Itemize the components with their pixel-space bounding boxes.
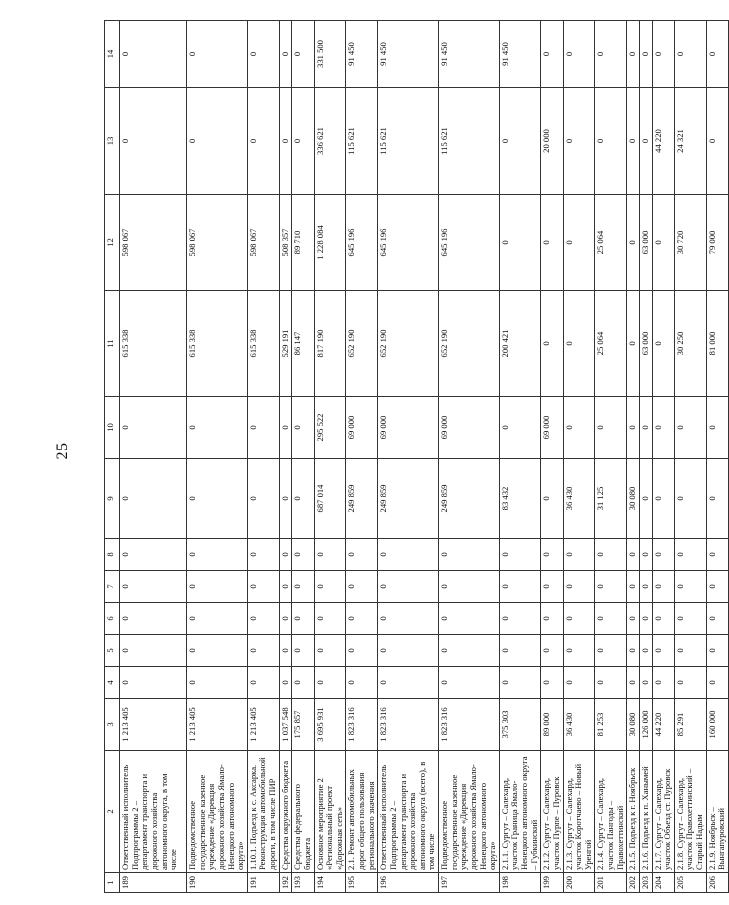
- value-cell: 0: [247, 88, 279, 195]
- item-name-cell: Средства окружного бюджета: [279, 751, 292, 873]
- row-number-cell: 199: [541, 873, 563, 893]
- value-cell: 0: [563, 88, 595, 195]
- value-cell: 0: [247, 397, 279, 459]
- column-header: 7: [105, 571, 120, 603]
- column-header: 10: [105, 397, 120, 459]
- table-row: [627, 21, 640, 893]
- table-header-row: [105, 21, 120, 893]
- value-cell: 0: [674, 21, 706, 88]
- value-cell: 1 037 548: [279, 699, 292, 751]
- table-row: [120, 21, 187, 893]
- item-name-cell: Подведомственное государственное казенное учреждение «Дирекция дорожного хозяйства Ямало-Ненецкого автономного округа»: [187, 751, 248, 873]
- table-row: [247, 21, 279, 893]
- value-cell: 44 220: [652, 699, 674, 751]
- column-header: 9: [105, 459, 120, 539]
- value-cell: 0: [187, 459, 248, 539]
- value-cell: 0: [187, 21, 248, 88]
- value-cell: 0: [652, 635, 674, 667]
- value-cell: 0: [439, 635, 500, 667]
- column-header: 4: [105, 667, 120, 699]
- value-cell: 0: [247, 459, 279, 539]
- value-cell: 652 190: [346, 291, 378, 397]
- value-cell: 0: [187, 635, 248, 667]
- value-cell: 249 859: [439, 459, 500, 539]
- value-cell: 1 228 084: [314, 195, 346, 291]
- value-cell: 0: [627, 397, 640, 459]
- value-cell: 0: [627, 635, 640, 667]
- value-cell: 615 338: [187, 291, 248, 397]
- value-cell: 0: [652, 291, 674, 397]
- value-cell: 0: [706, 88, 728, 195]
- value-cell: 0: [674, 603, 706, 635]
- value-cell: 0: [595, 539, 627, 571]
- value-cell: 0: [541, 635, 563, 667]
- row-number-cell: 197: [439, 873, 500, 893]
- value-cell: 0: [627, 539, 640, 571]
- value-cell: 0: [674, 539, 706, 571]
- column-header: 8: [105, 539, 120, 571]
- value-cell: 615 338: [120, 291, 187, 397]
- value-cell: 30 080: [627, 459, 640, 539]
- value-cell: 0: [499, 667, 541, 699]
- value-cell: 0: [187, 539, 248, 571]
- table-row: [499, 21, 541, 893]
- value-cell: 0: [639, 397, 652, 459]
- value-cell: 0: [247, 571, 279, 603]
- value-cell: 0: [627, 603, 640, 635]
- item-name-cell: 2.1.7. Сургут – Салехард, участок Объезд ст. Пуровск: [652, 751, 674, 873]
- rotated-table-wrapper: [104, 21, 727, 893]
- value-cell: 0: [314, 571, 346, 603]
- value-cell: 0: [120, 459, 187, 539]
- value-cell: 0: [378, 571, 439, 603]
- value-cell: 115 621: [346, 88, 378, 195]
- table-row: [639, 21, 652, 893]
- value-cell: 0: [292, 397, 314, 459]
- item-name-cell: 2.1.4. Сургут – Салехард, участок Пангоды – Правохеттинский: [595, 751, 627, 873]
- value-cell: 31 125: [595, 459, 627, 539]
- row-number-cell: 189: [120, 873, 187, 893]
- value-cell: 0: [120, 603, 187, 635]
- value-cell: 1 823 316: [346, 699, 378, 751]
- value-cell: 0: [563, 667, 595, 699]
- value-cell: 0: [292, 667, 314, 699]
- value-cell: 0: [187, 397, 248, 459]
- value-cell: 0: [652, 195, 674, 291]
- value-cell: 69 000: [439, 397, 500, 459]
- value-cell: 0: [674, 635, 706, 667]
- value-cell: 0: [541, 571, 563, 603]
- row-number-cell: 194: [314, 873, 346, 893]
- value-cell: 79 000: [706, 195, 728, 291]
- value-cell: 0: [187, 88, 248, 195]
- value-cell: 44 220: [652, 88, 674, 195]
- column-header: 11: [105, 291, 120, 397]
- value-cell: 0: [346, 539, 378, 571]
- value-cell: 0: [378, 635, 439, 667]
- value-cell: 0: [627, 195, 640, 291]
- value-cell: 0: [639, 459, 652, 539]
- value-cell: 817 190: [314, 291, 346, 397]
- value-cell: 0: [279, 635, 292, 667]
- value-cell: 0: [595, 571, 627, 603]
- value-cell: 0: [120, 21, 187, 88]
- value-cell: 0: [652, 397, 674, 459]
- value-cell: 115 621: [378, 88, 439, 195]
- value-cell: 0: [279, 667, 292, 699]
- item-name-cell: 1.10.1. Подъезд к с. Аксарка. Реконструкция автомобильной дороги, в том числе ПИР: [247, 751, 279, 873]
- value-cell: 0: [652, 603, 674, 635]
- value-cell: 0: [120, 571, 187, 603]
- column-header: 2: [105, 751, 120, 873]
- item-name-cell: 2.1.3. Сургут – Салехард, участок Коротчаево – Новый Уренгой: [563, 751, 595, 873]
- value-cell: 0: [499, 195, 541, 291]
- value-cell: 0: [639, 603, 652, 635]
- value-cell: 63 000: [639, 291, 652, 397]
- column-header: 12: [105, 195, 120, 291]
- item-name-cell: Ответственный исполнитель Подпрограммы 2 – департамент транспорта и дорожного хозяйства автономного округа, в том числе: [120, 751, 187, 873]
- value-cell: 0: [314, 539, 346, 571]
- value-cell: 0: [279, 571, 292, 603]
- value-cell: 0: [314, 635, 346, 667]
- value-cell: 0: [627, 21, 640, 88]
- row-number-cell: 193: [292, 873, 314, 893]
- item-name-cell: 2.1.5. Подъезд к г. Ноябрьск: [627, 751, 640, 873]
- value-cell: 0: [279, 88, 292, 195]
- value-cell: 0: [652, 459, 674, 539]
- table-row: [292, 21, 314, 893]
- column-header: 14: [105, 21, 120, 88]
- value-cell: 0: [595, 21, 627, 88]
- value-cell: 0: [674, 459, 706, 539]
- value-cell: 0: [346, 667, 378, 699]
- value-cell: 89 710: [292, 195, 314, 291]
- item-name-cell: 2.1.9. Ноябрьск – Вынгапуровский: [706, 751, 728, 873]
- value-cell: 0: [292, 539, 314, 571]
- value-cell: 0: [541, 603, 563, 635]
- table-row: [439, 21, 500, 893]
- value-cell: 0: [706, 635, 728, 667]
- value-cell: 0: [541, 21, 563, 88]
- value-cell: 20 000: [541, 88, 563, 195]
- value-cell: 25 064: [595, 195, 627, 291]
- column-header: 13: [105, 88, 120, 195]
- value-cell: 0: [563, 539, 595, 571]
- table-row: [652, 21, 674, 893]
- value-cell: 529 191: [279, 291, 292, 397]
- value-cell: 0: [595, 397, 627, 459]
- value-cell: 0: [627, 667, 640, 699]
- value-cell: 3 695 931: [314, 699, 346, 751]
- column-header: 5: [105, 635, 120, 667]
- value-cell: 69 000: [541, 397, 563, 459]
- value-cell: 1 823 316: [439, 699, 500, 751]
- value-cell: 126 000: [639, 699, 652, 751]
- value-cell: 89 000: [541, 699, 563, 751]
- value-cell: 331 500: [314, 21, 346, 88]
- value-cell: 598 067: [247, 195, 279, 291]
- value-cell: 0: [439, 603, 500, 635]
- value-cell: 0: [120, 667, 187, 699]
- row-number-cell: 200: [563, 873, 595, 893]
- value-cell: 0: [120, 539, 187, 571]
- value-cell: 0: [706, 571, 728, 603]
- column-header: 1: [105, 873, 120, 893]
- value-cell: 0: [652, 571, 674, 603]
- value-cell: 1 823 316: [378, 699, 439, 751]
- table-row: [187, 21, 248, 893]
- value-cell: 645 196: [439, 195, 500, 291]
- row-number-cell: 201: [595, 873, 627, 893]
- row-number-cell: 205: [674, 873, 706, 893]
- value-cell: 0: [499, 88, 541, 195]
- value-cell: 115 621: [439, 88, 500, 195]
- value-cell: 0: [674, 397, 706, 459]
- table-row: [346, 21, 378, 893]
- value-cell: 0: [674, 571, 706, 603]
- value-cell: 0: [706, 397, 728, 459]
- value-cell: 0: [499, 571, 541, 603]
- value-cell: 0: [279, 459, 292, 539]
- value-cell: 0: [706, 539, 728, 571]
- value-cell: 0: [247, 539, 279, 571]
- value-cell: 0: [292, 571, 314, 603]
- value-cell: 91 450: [346, 21, 378, 88]
- value-cell: 0: [541, 459, 563, 539]
- value-cell: 0: [639, 667, 652, 699]
- value-cell: 0: [120, 88, 187, 195]
- row-number-cell: 203: [639, 873, 652, 893]
- value-cell: 598 067: [187, 195, 248, 291]
- value-cell: 0: [706, 459, 728, 539]
- value-cell: 0: [292, 21, 314, 88]
- value-cell: 0: [120, 397, 187, 459]
- value-cell: 0: [563, 397, 595, 459]
- value-cell: 81 000: [706, 291, 728, 397]
- row-number-cell: 198: [499, 873, 541, 893]
- value-cell: 24 321: [674, 88, 706, 195]
- value-cell: 652 190: [439, 291, 500, 397]
- value-cell: 0: [639, 21, 652, 88]
- value-cell: 0: [639, 571, 652, 603]
- value-cell: 0: [706, 667, 728, 699]
- value-cell: 0: [563, 21, 595, 88]
- value-cell: 36 430: [563, 699, 595, 751]
- value-cell: 0: [563, 571, 595, 603]
- value-cell: 0: [346, 571, 378, 603]
- table-row: [674, 21, 706, 893]
- value-cell: 0: [541, 539, 563, 571]
- row-number-cell: 192: [279, 873, 292, 893]
- row-number-cell: 204: [652, 873, 674, 893]
- value-cell: 295 522: [314, 397, 346, 459]
- value-cell: 0: [563, 603, 595, 635]
- value-cell: 0: [639, 635, 652, 667]
- value-cell: 0: [279, 539, 292, 571]
- table-row: [541, 21, 563, 893]
- value-cell: 0: [279, 21, 292, 88]
- value-cell: 0: [627, 88, 640, 195]
- value-cell: 0: [247, 635, 279, 667]
- value-cell: 0: [595, 603, 627, 635]
- value-cell: 687 014: [314, 459, 346, 539]
- value-cell: 249 859: [346, 459, 378, 539]
- item-name-cell: 2.1.2. Сургут – Салехард, участок Пурпе – Пуровск: [541, 751, 563, 873]
- item-name-cell: 2.1.6. Подъезд к п. Ханымей: [639, 751, 652, 873]
- value-cell: 0: [541, 291, 563, 397]
- value-cell: 0: [292, 88, 314, 195]
- row-number-cell: 195: [346, 873, 378, 893]
- value-cell: 0: [378, 603, 439, 635]
- value-cell: 0: [627, 291, 640, 397]
- value-cell: 69 000: [346, 397, 378, 459]
- value-cell: 0: [279, 397, 292, 459]
- value-cell: 0: [439, 667, 500, 699]
- value-cell: 30 720: [674, 195, 706, 291]
- item-name-cell: Подведомственное государственное казенное учреждение «Дирекция дорожного хозяйства Ямало-Ненецкого автономного округа»: [439, 751, 500, 873]
- value-cell: 0: [563, 635, 595, 667]
- item-name-cell: 2.1. Ремонт автомобильных дорог общего пользования регионального значения: [346, 751, 378, 873]
- table-row: [378, 21, 439, 893]
- value-cell: 0: [541, 195, 563, 291]
- value-cell: 0: [378, 539, 439, 571]
- row-number-cell: 206: [706, 873, 728, 893]
- value-cell: 0: [439, 539, 500, 571]
- row-number-cell: 196: [378, 873, 439, 893]
- value-cell: 0: [595, 635, 627, 667]
- value-cell: 91 450: [439, 21, 500, 88]
- row-number-cell: 190: [187, 873, 248, 893]
- value-cell: 0: [314, 667, 346, 699]
- value-cell: 91 450: [378, 21, 439, 88]
- value-cell: 0: [279, 603, 292, 635]
- value-cell: 0: [674, 667, 706, 699]
- value-cell: 0: [639, 88, 652, 195]
- item-name-cell: 2.1.1. Сургут – Салехард, участок Граница Ямало-Ненецкого автономного округа – Губкинский: [499, 751, 541, 873]
- value-cell: 83 432: [499, 459, 541, 539]
- value-cell: 0: [314, 603, 346, 635]
- value-cell: 0: [563, 291, 595, 397]
- value-cell: 63 000: [639, 195, 652, 291]
- value-cell: 0: [652, 667, 674, 699]
- value-cell: 0: [439, 571, 500, 603]
- table-row: [279, 21, 292, 893]
- table-row: [706, 21, 728, 893]
- value-cell: 1 213 405: [187, 699, 248, 751]
- value-cell: 69 000: [378, 397, 439, 459]
- page-number: 25: [54, 442, 71, 460]
- value-cell: 1 213 405: [247, 699, 279, 751]
- value-cell: 615 338: [247, 291, 279, 397]
- value-cell: 645 196: [378, 195, 439, 291]
- value-cell: 0: [541, 667, 563, 699]
- value-cell: 81 253: [595, 699, 627, 751]
- value-cell: 0: [187, 571, 248, 603]
- value-cell: 30 080: [627, 699, 640, 751]
- value-cell: 0: [706, 603, 728, 635]
- value-cell: 36 430: [563, 459, 595, 539]
- value-cell: 0: [652, 539, 674, 571]
- value-cell: 0: [120, 635, 187, 667]
- value-cell: 85 291: [674, 699, 706, 751]
- value-cell: 0: [292, 635, 314, 667]
- value-cell: 0: [292, 603, 314, 635]
- value-cell: 0: [378, 667, 439, 699]
- value-cell: 375 303: [499, 699, 541, 751]
- value-cell: 645 196: [346, 195, 378, 291]
- budget-table: [104, 20, 729, 893]
- table-row: [314, 21, 346, 893]
- value-cell: 0: [346, 603, 378, 635]
- item-name-cell: Средства федерального бюджета: [292, 751, 314, 873]
- value-cell: 0: [499, 539, 541, 571]
- value-cell: 0: [187, 667, 248, 699]
- value-cell: 249 859: [378, 459, 439, 539]
- value-cell: 160 000: [706, 699, 728, 751]
- value-cell: 86 147: [292, 291, 314, 397]
- value-cell: 175 857: [292, 699, 314, 751]
- value-cell: 30 250: [674, 291, 706, 397]
- column-header: 6: [105, 603, 120, 635]
- value-cell: 0: [247, 603, 279, 635]
- value-cell: 508 357: [279, 195, 292, 291]
- item-name-cell: 2.1.8. Сургут – Салехард, участок Правохеттинский – Старый Надым: [674, 751, 706, 873]
- value-cell: 0: [639, 539, 652, 571]
- row-number-cell: 202: [627, 873, 640, 893]
- value-cell: 336 621: [314, 88, 346, 195]
- value-cell: 598 067: [120, 195, 187, 291]
- value-cell: 0: [247, 21, 279, 88]
- value-cell: 0: [627, 571, 640, 603]
- value-cell: 0: [499, 603, 541, 635]
- value-cell: 0: [247, 667, 279, 699]
- value-cell: 200 421: [499, 291, 541, 397]
- value-cell: 91 450: [499, 21, 541, 88]
- value-cell: 25 064: [595, 291, 627, 397]
- value-cell: 0: [595, 88, 627, 195]
- value-cell: 0: [499, 635, 541, 667]
- value-cell: 0: [292, 459, 314, 539]
- value-cell: 0: [187, 603, 248, 635]
- column-header: 3: [105, 699, 120, 751]
- table-row: [563, 21, 595, 893]
- item-name-cell: Основное мероприятие 2 «Региональный проект «Дорожная сеть»: [314, 751, 346, 873]
- value-cell: 0: [706, 21, 728, 88]
- value-cell: 0: [563, 195, 595, 291]
- value-cell: 0: [499, 397, 541, 459]
- value-cell: 0: [346, 635, 378, 667]
- value-cell: 652 190: [378, 291, 439, 397]
- table-row: [595, 21, 627, 893]
- item-name-cell: Ответственный исполнитель Подпрограммы 2 – департамент транспорта и дорожного хозяйства автономного округа (всего), в том числе: [378, 751, 439, 873]
- value-cell: 0: [652, 21, 674, 88]
- row-number-cell: 191: [247, 873, 279, 893]
- value-cell: 1 213 405: [120, 699, 187, 751]
- value-cell: 0: [595, 667, 627, 699]
